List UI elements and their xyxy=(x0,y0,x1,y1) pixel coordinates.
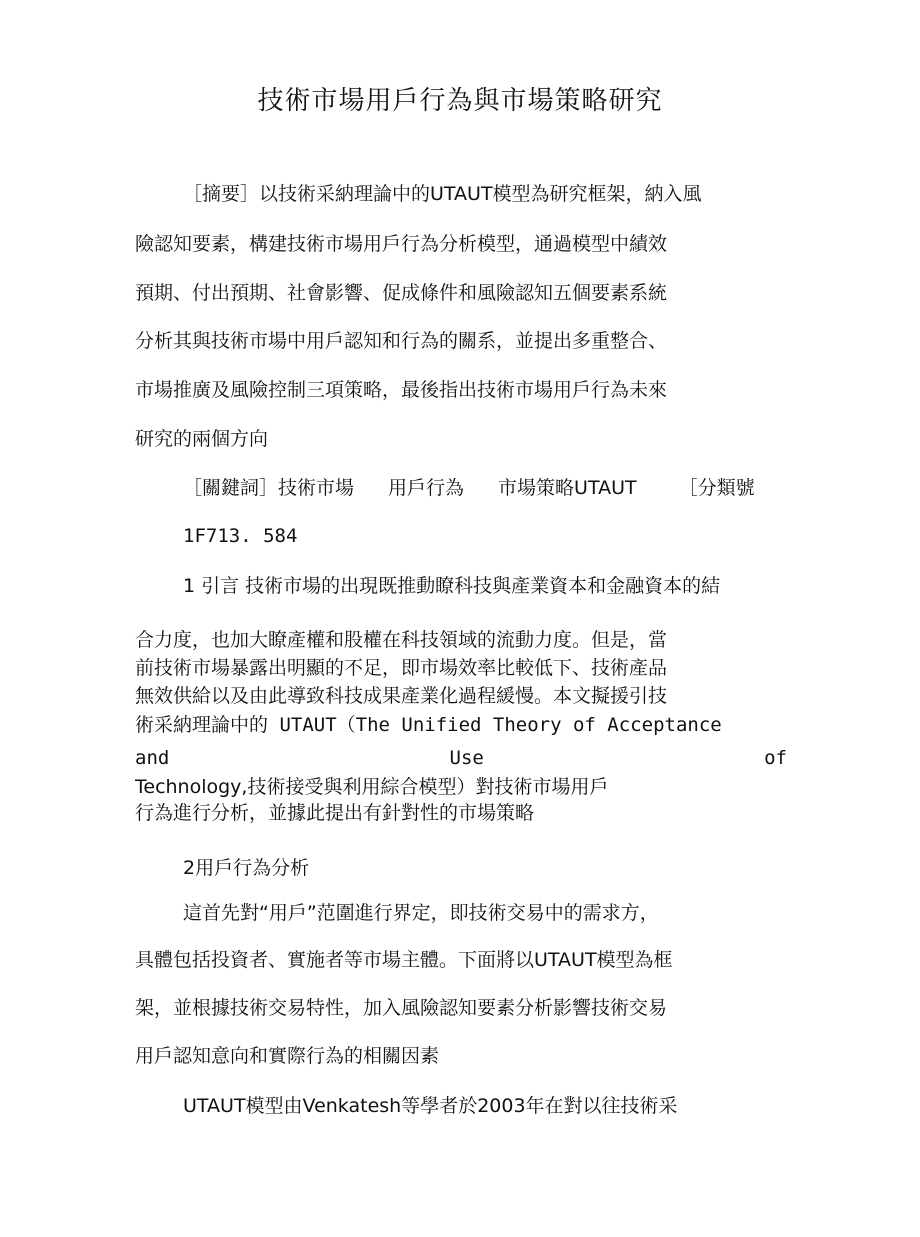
intro-line: Technology,技術接受與利用綜合模型）對技術市場用戶 xyxy=(135,776,609,798)
intro-line: 前技術市場暴露出明顯的不足，即市場效率比較低下、技術產品 xyxy=(135,657,668,679)
classification-number: 1F713. 584 xyxy=(183,525,298,547)
section-line: UTAUT模型由Venkatesh等學者於2003年在對以往技術采 xyxy=(183,1095,678,1117)
section-heading: 2用戶行為分析 xyxy=(183,857,310,879)
section-line: 這首先對“用戶”范圍進行界定，即技術交易中的需求方， xyxy=(183,902,659,924)
intro-line: 1 引言 技術市場的出現既推動瞭科技與產業資本和金融資本的結 xyxy=(183,575,721,597)
word-and: and xyxy=(135,747,170,769)
abstract-line: 分析其與技術市場中用戶認知和行為的關系，並提出多重整合、 xyxy=(135,330,668,352)
classification-label: ［分類號 xyxy=(678,477,755,499)
abstract-line: 市場推廣及風險控制三項策略，最後指出技術市場用戶行為未來 xyxy=(135,379,668,401)
section-line: 具體包括投資者、實施者等市場主體。下面將以UTAUT模型為框 xyxy=(135,949,673,971)
keyword-user-behavior: 用戶行為 xyxy=(388,477,465,499)
intro-line: 無效供給以及由此導致科技成果產業化過程緩慢。本文擬援引技 xyxy=(135,685,668,707)
abstract-line: ［摘要］以技術采納理論中的UTAUT模型為研究框架，納入風 xyxy=(183,183,702,205)
abstract-line: 險認知要素，構建技術市場用戶行為分析模型，通過模型中績效 xyxy=(135,233,668,255)
intro-line: 行為進行分析，並據此提出有針對性的市場策略 xyxy=(135,802,535,824)
document-title: 技術市場用戶行為與市場策略研究 xyxy=(257,86,663,116)
word-of: of xyxy=(764,747,787,769)
section-line: 用戶認知意向和實際行為的相關因素 xyxy=(135,1045,440,1067)
abstract-line: 研究的兩個方向 xyxy=(135,428,269,450)
intro-line xyxy=(135,713,722,737)
keywords-label: ［關鍵詞］技術市場 xyxy=(183,477,355,499)
word-use: Use xyxy=(449,747,484,769)
abstract-line: 預期、付出預期、社會影響、促成條件和風險認知五個要素系統 xyxy=(135,282,668,304)
keyword-market-strategy: 市場策略UTAUT xyxy=(498,477,637,499)
section-line: 架，並根據技術交易特性，加入風險認知要素分析影響技術交易 xyxy=(135,997,668,1019)
intro-line: 合力度，也加大瞭產權和股權在科技領域的流動力度。但是，當 xyxy=(135,629,668,651)
intro-line-text: 術采納理論中的 xyxy=(135,714,269,736)
intro-justified-line xyxy=(135,746,787,770)
utaut-full-name: UTAUT（The Unified Theory of Acceptance xyxy=(268,714,722,736)
keywords-line xyxy=(183,476,755,500)
